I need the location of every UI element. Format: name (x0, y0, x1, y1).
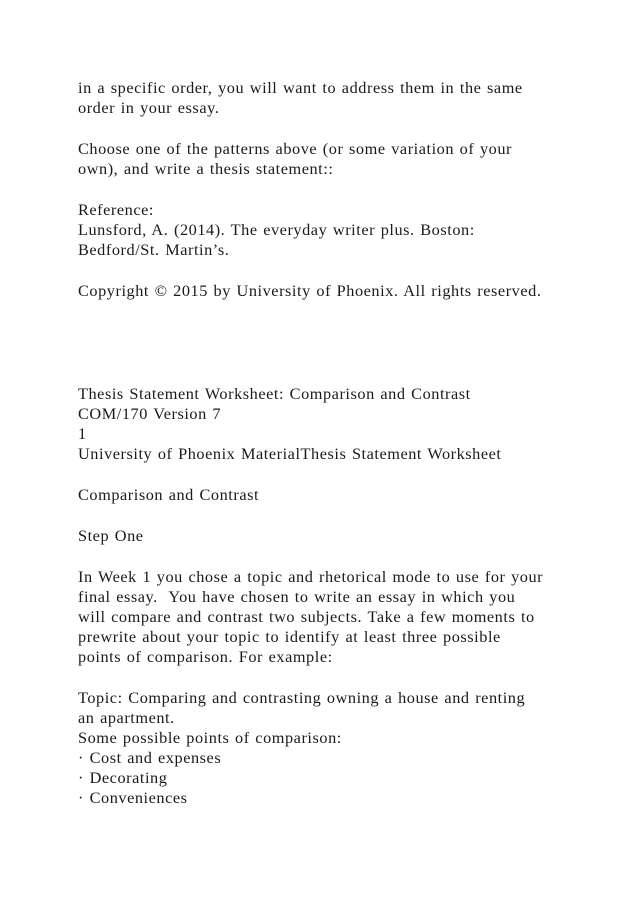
worksheet-title: Thesis Statement Worksheet: Comparison and Contrast (78, 384, 471, 403)
text-line: Choose one of the patterns above (or some variation of your (78, 139, 512, 158)
reference-citation: Bedford/St. Martin’s. (78, 240, 230, 259)
material-heading: University of Phoenix MaterialThesis Statement Worksheet (78, 444, 502, 463)
text-line: order in your essay. (78, 98, 220, 117)
step-heading: Step One (78, 526, 144, 545)
page-number: 1 (78, 424, 87, 443)
text-line: in a specific order, you will want to address them in the same (78, 78, 523, 97)
copyright-notice: Copyright © 2015 by University of Phoenix. All rights reserved. (78, 281, 542, 300)
list-item: · Decorating (78, 768, 168, 787)
reference-heading: Reference: (78, 200, 154, 219)
text-line: In Week 1 you chose a topic and rhetorical mode to use for your (78, 567, 544, 586)
section-heading: Comparison and Contrast (78, 485, 260, 504)
list-item: · Conveniences (78, 788, 188, 807)
text-line: Topic: Comparing and contrasting owning a house and renting (78, 688, 526, 707)
text-line: Some possible points of comparison: (78, 728, 342, 747)
text-line: an apartment. (78, 708, 175, 727)
text-line: own), and write a thesis statement:: (78, 159, 334, 178)
text-line: final essay. You have chosen to write an essay in which you (78, 587, 516, 606)
reference-citation: Lunsford, A. (2014). The everyday writer plus. Boston: (78, 220, 475, 239)
text-line: will compare and contrast two subjects. Take a few moments to (78, 607, 535, 626)
text-line: prewrite about your topic to identify at least three possible (78, 627, 501, 646)
text-line: points of comparison. For example: (78, 647, 333, 666)
course-version: COM/170 Version 7 (78, 404, 222, 423)
list-item: · Cost and expenses (78, 748, 222, 767)
